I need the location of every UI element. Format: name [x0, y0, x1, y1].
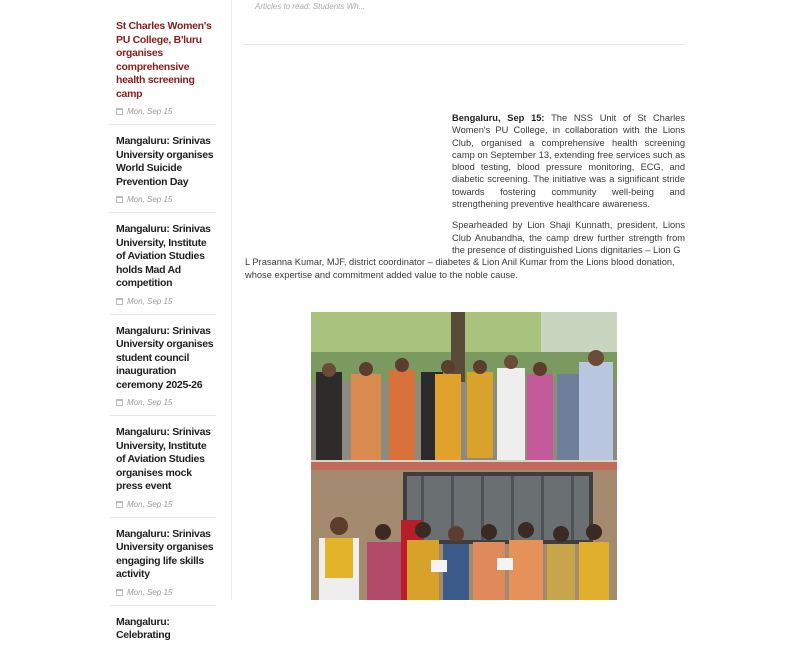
article-photo: [311, 312, 617, 600]
news-date: Mon, Sep 15: [116, 588, 216, 597]
article-paragraph-1: Bengaluru, Sep 15: The NSS Unit of St Charles Women's PU College, in collaboration with the Lions Club, organised a comprehensive health screening camp on September 13, extending free services such as blood testing, blood pressure monitoring, ECG, and diabetic screening. The initiative was a significant stride towards fostering community well-being and strengthening preventive healthcare awareness.: [452, 113, 686, 210]
news-item[interactable]: [110, 125, 216, 213]
news-title[interactable]: Mangaluru: Srinivas University organises engaging life skills activity: [116, 527, 214, 580]
news-item[interactable]: [110, 0, 216, 125]
article-paragraph-2-top: Spearheaded by Lion Shaji Kunnath, president, Lions Club Anubandha, the camp drew further strength from the presence of distinguished Lions dignitaries – Lion G: [452, 220, 685, 255]
news-date: Mon, Sep 15: [116, 297, 216, 306]
calendar-icon: [116, 196, 123, 203]
calendar-icon: [116, 298, 123, 305]
article-body: [245, 112, 685, 281]
group-photo-illustration: [311, 312, 617, 600]
news-title[interactable]: Mangaluru: Srinivas University organises World Suicide Prevention Day: [116, 135, 214, 188]
article-paragraph-2-bottom: L Prasanna Kumar, MJF, district coordinator – diabetes & Lion Anil Kumar from the Lions blood donation, whose expertise and commitment added value to the noble cause.: [245, 257, 675, 280]
calendar-icon: [116, 108, 123, 115]
news-title[interactable]: St Charles Women's PU College, B'luru organises comprehensive health screening camp: [116, 20, 212, 100]
top-meta-text: Articles to read: Students Wh...: [255, 2, 366, 11]
news-title[interactable]: Mangaluru: Srinivas University organises student council inauguration ceremony 2025-26: [116, 324, 214, 391]
calendar-icon: [116, 501, 123, 508]
article-dateline: Bengaluru, Sep 15:: [452, 113, 545, 123]
article-paragraph-2: [245, 219, 685, 280]
news-date: Mon, Sep 15: [116, 500, 216, 509]
column-divider: [231, 0, 232, 600]
news-title[interactable]: Mangaluru: Srinivas University, Institute of Aviation Studies holds Mad Ad competition: [116, 223, 211, 289]
news-item[interactable]: [110, 315, 216, 417]
news-date: Mon, Sep 15: [116, 195, 216, 204]
related-news-sidebar: [110, 0, 216, 641]
calendar-icon: [116, 399, 123, 406]
news-date: Mon, Sep 15: [116, 107, 216, 116]
calendar-icon: [116, 589, 123, 596]
news-title[interactable]: Mangaluru: Srinivas University, Institute of Aviation Studies organises mock press event: [116, 426, 211, 492]
news-item[interactable]: [110, 213, 216, 315]
article-top-rule: [242, 44, 684, 45]
news-date: Mon, Sep 15: [116, 398, 216, 407]
news-item[interactable]: [110, 518, 216, 606]
news-item[interactable]: [110, 416, 216, 518]
news-title[interactable]: Mangaluru: Celebrating: [116, 615, 171, 641]
news-item[interactable]: [110, 606, 216, 657]
